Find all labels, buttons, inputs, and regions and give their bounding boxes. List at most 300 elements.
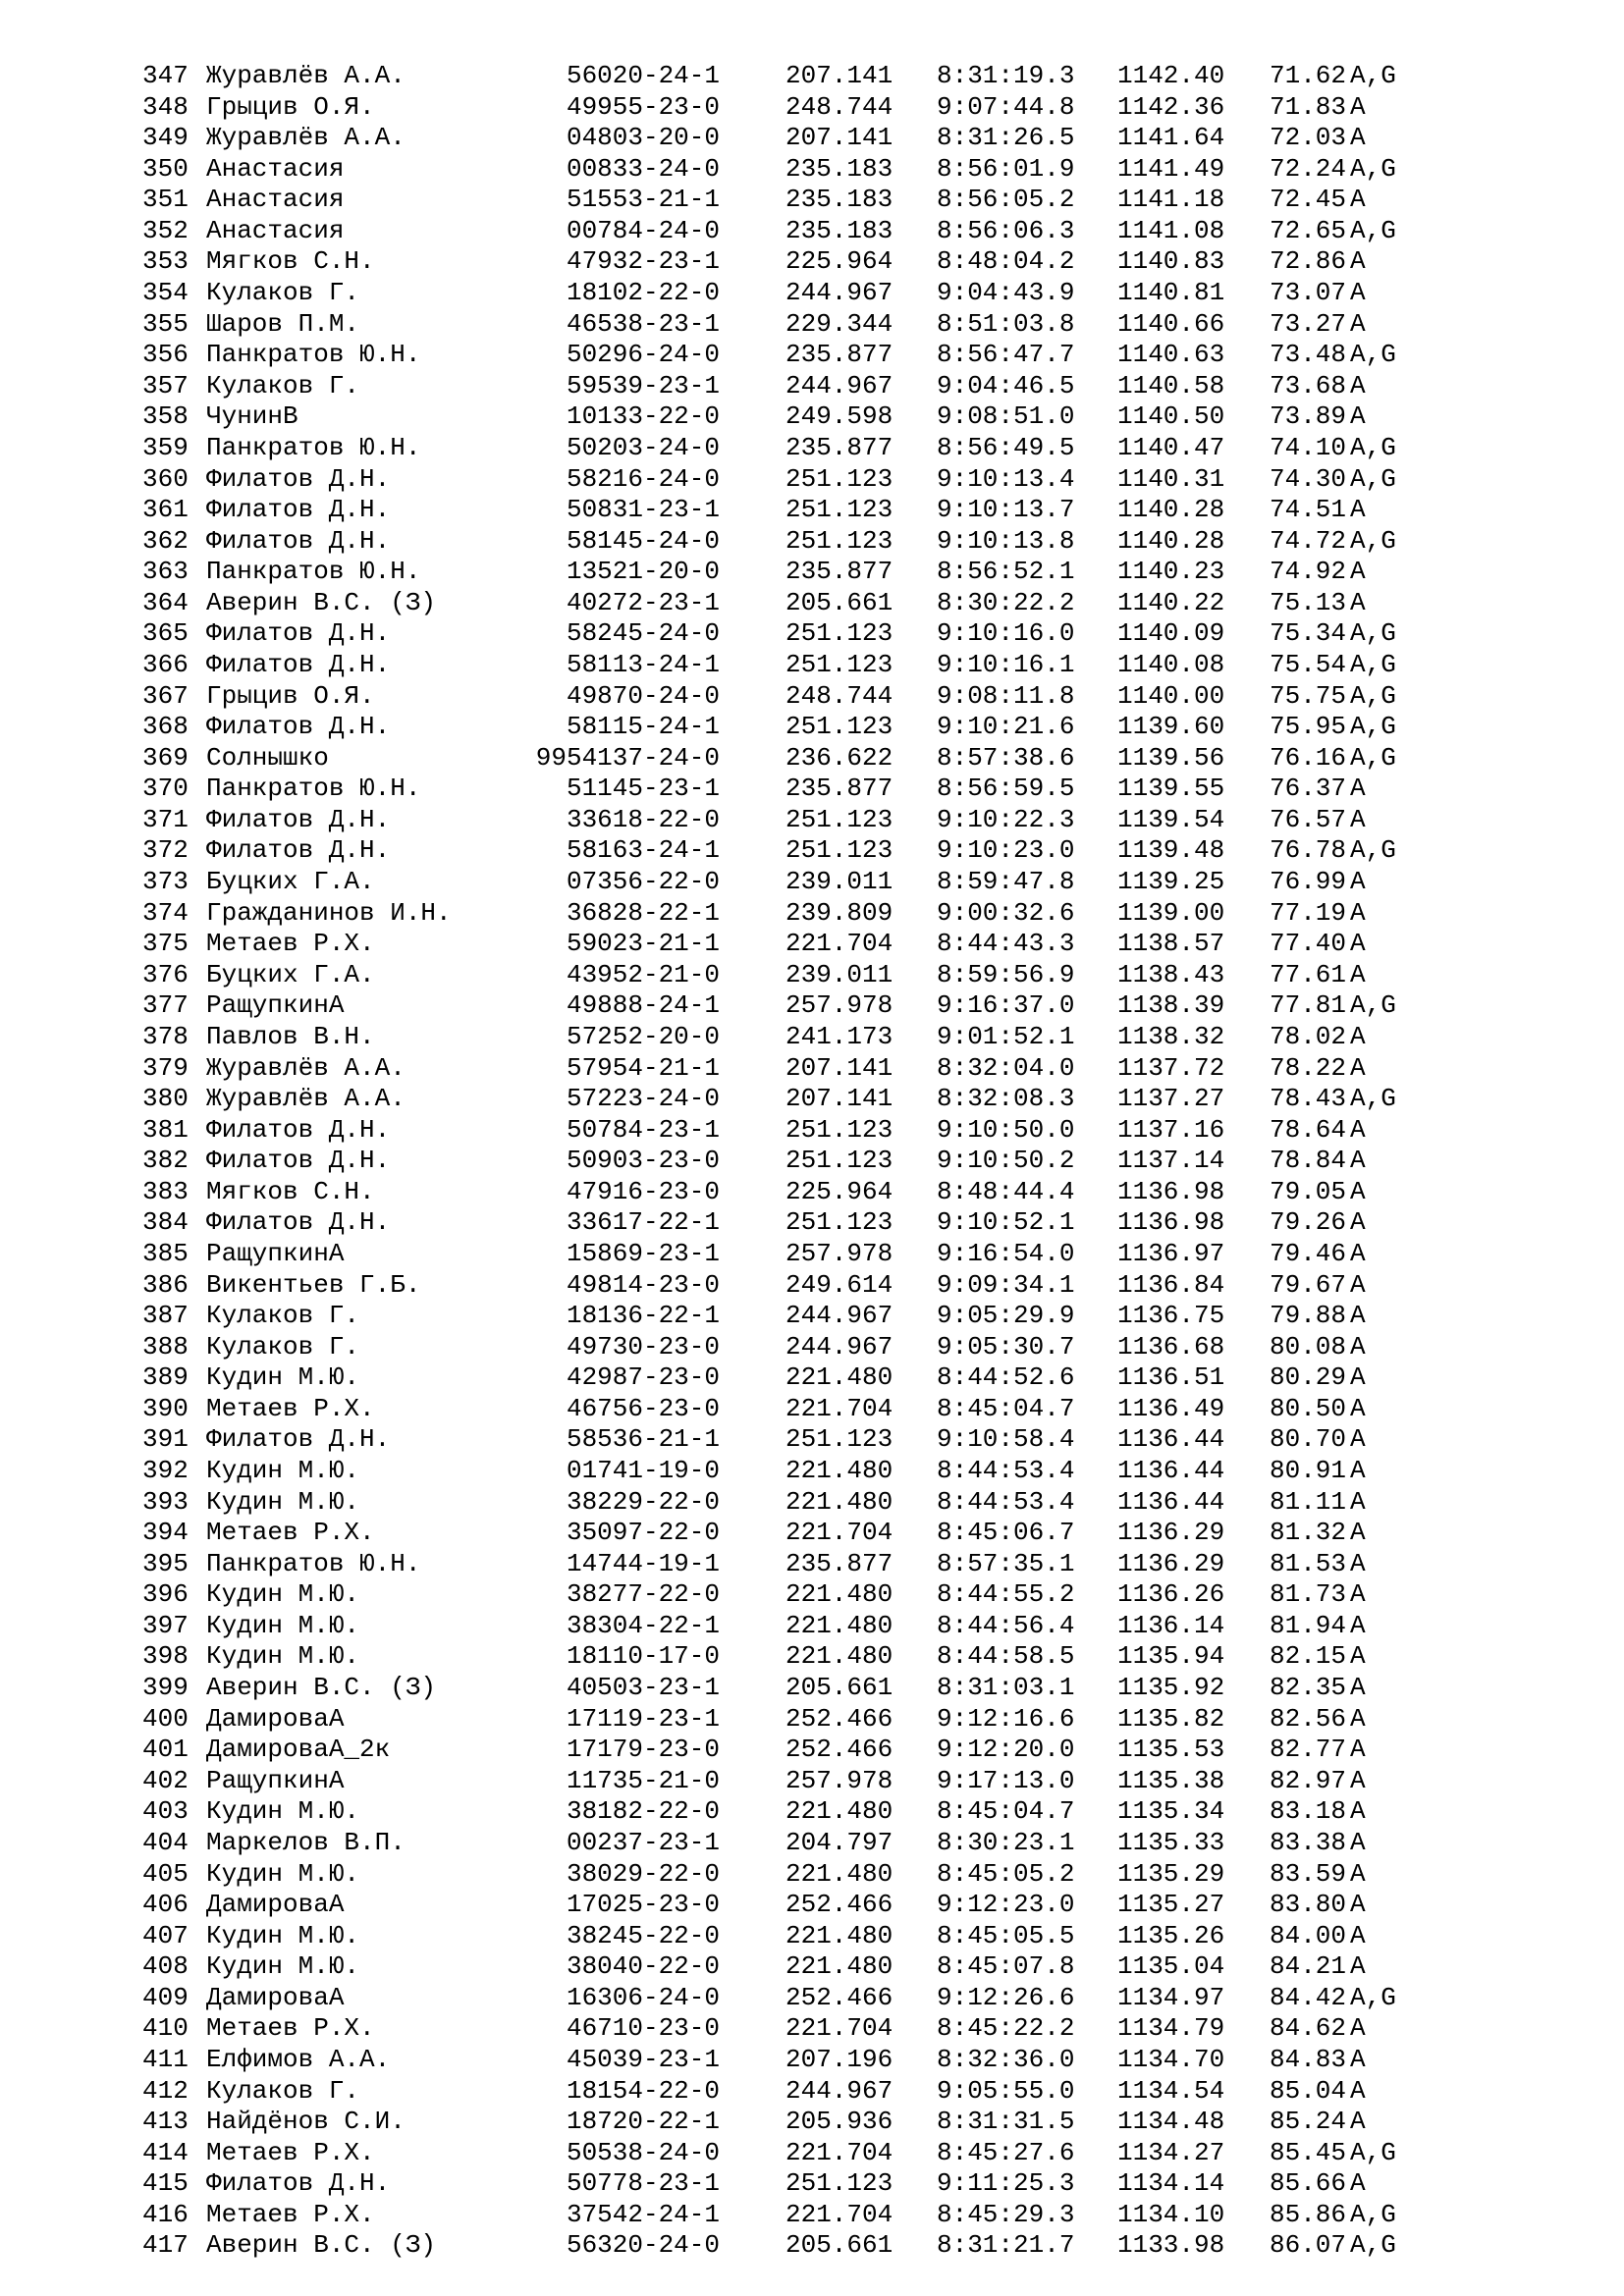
arrival-time-cell: 8:48:04.2 (937, 246, 1075, 277)
table-row (0, 61, 1624, 92)
speed-cell: 1136.44 (1117, 1486, 1225, 1517)
name-cell: Кудин М.Ю. (206, 1610, 360, 1640)
flags-cell: A (1350, 1951, 1366, 1982)
flags-cell: A (1350, 246, 1366, 277)
coefficient-cell: 73.48 (1270, 340, 1347, 370)
distance-cell: 236.622 (785, 742, 893, 773)
ring-number-cell: 9954137-24-0 (535, 742, 720, 773)
distance-cell: 221.480 (785, 1486, 893, 1517)
distance-cell: 244.967 (785, 370, 893, 400)
distance-cell: 251.123 (785, 1207, 893, 1238)
flags-cell: A,G (1350, 61, 1396, 90)
coefficient-cell: 83.38 (1270, 1827, 1347, 1857)
flags-cell: A,G (1350, 712, 1396, 742)
place-cell: 373 (142, 867, 189, 897)
ring-number-cell: 38277-22-0 (566, 1579, 720, 1610)
speed-cell: 1140.83 (1117, 246, 1225, 277)
coefficient-cell: 79.46 (1270, 1238, 1347, 1268)
coefficient-cell: 73.07 (1270, 278, 1347, 308)
name-cell: ДамироваА (206, 1890, 345, 1920)
arrival-time-cell: 8:45:29.3 (937, 2199, 1075, 2229)
arrival-time-cell: 8:31:21.7 (937, 2230, 1075, 2261)
speed-cell: 1136.84 (1117, 1269, 1225, 1300)
arrival-time-cell: 9:12:26.6 (937, 1982, 1075, 2012)
name-cell: Филатов Д.Н. (206, 1146, 391, 1176)
speed-cell: 1139.56 (1117, 742, 1225, 773)
table-row (0, 1332, 1624, 1363)
name-cell: Кудин М.Ю. (206, 1920, 360, 1950)
ring-number-cell: 18110-17-0 (566, 1641, 720, 1672)
table-row (0, 990, 1624, 1022)
coefficient-cell: 82.35 (1270, 1673, 1347, 1703)
name-cell: Павлов В.Н. (206, 1021, 375, 1051)
arrival-time-cell: 8:45:04.7 (937, 1796, 1075, 1827)
ring-number-cell: 17025-23-0 (566, 1890, 720, 1920)
table-row (0, 2076, 1624, 2108)
place-cell: 395 (142, 1548, 189, 1578)
place-cell: 397 (142, 1610, 189, 1640)
table-row (0, 1579, 1624, 1611)
arrival-time-cell: 9:11:25.3 (937, 2168, 1075, 2199)
speed-cell: 1134.48 (1117, 2107, 1225, 2137)
table-row (0, 681, 1624, 713)
place-cell: 389 (142, 1362, 189, 1393)
table-row (0, 1890, 1624, 1921)
coefficient-cell: 72.24 (1270, 153, 1347, 184)
arrival-time-cell: 9:12:23.0 (937, 1890, 1075, 1920)
table-row (0, 1362, 1624, 1394)
speed-cell: 1140.22 (1117, 587, 1225, 617)
distance-cell: 239.011 (785, 867, 893, 897)
place-cell: 361 (142, 495, 189, 525)
distance-cell: 251.123 (785, 804, 893, 834)
name-cell: Филатов Д.Н. (206, 463, 391, 494)
arrival-time-cell: 8:56:01.9 (937, 153, 1075, 184)
speed-cell: 1134.70 (1117, 2045, 1225, 2074)
distance-cell: 241.173 (785, 1021, 893, 1051)
flags-cell: A (1350, 308, 1366, 339)
distance-cell: 244.967 (785, 278, 893, 308)
distance-cell: 252.466 (785, 1890, 893, 1920)
coefficient-cell: 73.68 (1270, 370, 1347, 400)
flags-cell: A (1350, 1021, 1366, 1051)
coefficient-cell: 78.02 (1270, 1021, 1347, 1051)
speed-cell: 1136.44 (1117, 1456, 1225, 1486)
ring-number-cell: 00784-24-0 (566, 215, 720, 245)
distance-cell: 252.466 (785, 1703, 893, 1734)
place-cell: 402 (142, 1765, 189, 1795)
distance-cell: 251.123 (785, 712, 893, 742)
speed-cell: 1139.55 (1117, 774, 1225, 804)
table-row (0, 123, 1624, 154)
distance-cell: 221.480 (785, 1858, 893, 1889)
name-cell: Аверин В.С. (З) (206, 1673, 437, 1703)
ring-number-cell: 04803-20-0 (566, 123, 720, 153)
distance-cell: 251.123 (785, 463, 893, 494)
table-row (0, 340, 1624, 371)
distance-cell: 235.183 (785, 153, 893, 184)
arrival-time-cell: 9:09:34.1 (937, 1269, 1075, 1300)
name-cell: Метаев Р.Х. (206, 2199, 375, 2229)
coefficient-cell: 85.86 (1270, 2199, 1347, 2229)
distance-cell: 257.978 (785, 990, 893, 1021)
table-row (0, 2200, 1624, 2231)
ring-number-cell: 58216-24-0 (566, 463, 720, 494)
table-row (0, 1983, 1624, 2014)
flags-cell: A (1350, 1579, 1366, 1610)
place-cell: 414 (142, 2137, 189, 2167)
flags-cell: A (1350, 804, 1366, 834)
ring-number-cell: 16306-24-0 (566, 1982, 720, 2012)
distance-cell: 257.978 (785, 1765, 893, 1795)
place-cell: 371 (142, 804, 189, 834)
coefficient-cell: 79.05 (1270, 1176, 1347, 1206)
place-cell: 386 (142, 1269, 189, 1300)
arrival-time-cell: 8:44:43.3 (937, 929, 1075, 959)
distance-cell: 221.480 (785, 1641, 893, 1672)
name-cell: Филатов Д.Н. (206, 804, 391, 834)
coefficient-cell: 73.89 (1270, 401, 1347, 432)
distance-cell: 235.877 (785, 774, 893, 804)
place-cell: 349 (142, 123, 189, 153)
flags-cell: A,G (1350, 2137, 1396, 2167)
name-cell: Метаев Р.Х. (206, 1518, 375, 1548)
place-cell: 360 (142, 463, 189, 494)
flags-cell: A (1350, 2107, 1366, 2137)
flags-cell: A (1350, 557, 1366, 587)
arrival-time-cell: 9:10:13.8 (937, 525, 1075, 556)
name-cell: Кудин М.Ю. (206, 1858, 360, 1889)
arrival-time-cell: 9:10:22.3 (937, 804, 1075, 834)
coefficient-cell: 86.07 (1270, 2230, 1347, 2261)
place-cell: 351 (142, 185, 189, 215)
coefficient-cell: 76.16 (1270, 742, 1347, 773)
speed-cell: 1142.36 (1117, 91, 1225, 122)
flags-cell: A,G (1350, 680, 1396, 711)
coefficient-cell: 74.30 (1270, 463, 1347, 494)
place-cell: 357 (142, 370, 189, 400)
flags-cell: A (1350, 2168, 1366, 2199)
place-cell: 383 (142, 1176, 189, 1206)
arrival-time-cell: 8:44:58.5 (937, 1641, 1075, 1672)
name-cell: Буцких Г.А. (206, 867, 375, 897)
distance-cell: 235.877 (785, 432, 893, 462)
name-cell: Филатов Д.Н. (206, 495, 391, 525)
ring-number-cell: 38304-22-1 (566, 1610, 720, 1640)
flags-cell: A (1350, 587, 1366, 617)
arrival-time-cell: 8:31:31.5 (937, 2107, 1075, 2137)
flags-cell: A (1350, 1920, 1366, 1950)
coefficient-cell: 80.91 (1270, 1456, 1347, 1486)
place-cell: 400 (142, 1703, 189, 1734)
speed-cell: 1137.27 (1117, 1084, 1225, 1114)
name-cell: Кулаков Г. (206, 2075, 360, 2106)
speed-cell: 1136.29 (1117, 1518, 1225, 1548)
name-cell: Журавлёв А.А. (206, 1052, 406, 1083)
ring-number-cell: 10133-22-0 (566, 401, 720, 432)
speed-cell: 1134.10 (1117, 2199, 1225, 2229)
coefficient-cell: 78.22 (1270, 1052, 1347, 1083)
place-cell: 403 (142, 1796, 189, 1827)
table-row (0, 1146, 1624, 1177)
coefficient-cell: 75.34 (1270, 618, 1347, 649)
distance-cell: 239.011 (785, 959, 893, 989)
table-row (0, 371, 1624, 402)
arrival-time-cell: 9:05:30.7 (937, 1331, 1075, 1362)
speed-cell: 1136.26 (1117, 1579, 1225, 1610)
ring-number-cell: 18720-22-1 (566, 2107, 720, 2137)
name-cell: Метаев Р.Х. (206, 2137, 375, 2167)
place-cell: 354 (142, 278, 189, 308)
place-cell: 352 (142, 215, 189, 245)
speed-cell: 1135.34 (1117, 1796, 1225, 1827)
table-row (0, 960, 1624, 991)
speed-cell: 1135.29 (1117, 1858, 1225, 1889)
name-cell: Журавлёв А.А. (206, 123, 406, 153)
table-row (0, 495, 1624, 526)
coefficient-cell: 78.64 (1270, 1114, 1347, 1145)
arrival-time-cell: 8:30:22.2 (937, 587, 1075, 617)
coefficient-cell: 75.54 (1270, 649, 1347, 679)
coefficient-cell: 78.84 (1270, 1146, 1347, 1176)
arrival-time-cell: 8:31:03.1 (937, 1673, 1075, 1703)
table-row (0, 1053, 1624, 1085)
coefficient-cell: 83.18 (1270, 1796, 1347, 1827)
coefficient-cell: 85.24 (1270, 2107, 1347, 2137)
ring-number-cell: 59539-23-1 (566, 370, 720, 400)
coefficient-cell: 84.83 (1270, 2045, 1347, 2074)
distance-cell: 251.123 (785, 649, 893, 679)
arrival-time-cell: 8:56:49.5 (937, 432, 1075, 462)
ring-number-cell: 56320-24-0 (566, 2230, 720, 2261)
ring-number-cell: 17179-23-0 (566, 1735, 720, 1765)
flags-cell: A (1350, 1114, 1366, 1145)
table-row (0, 2013, 1624, 2045)
place-cell: 417 (142, 2230, 189, 2261)
coefficient-cell: 84.21 (1270, 1951, 1347, 1982)
distance-cell: 239.809 (785, 897, 893, 928)
name-cell: Филатов Д.Н. (206, 835, 391, 866)
distance-cell: 257.978 (785, 1238, 893, 1268)
name-cell: Солнышко (206, 742, 329, 773)
table-row (0, 588, 1624, 619)
coefficient-cell: 84.00 (1270, 1920, 1347, 1950)
name-cell: Шаров П.М. (206, 308, 360, 339)
ring-number-cell: 46710-23-0 (566, 2013, 720, 2044)
speed-cell: 1136.29 (1117, 1548, 1225, 1578)
results-table (0, 61, 1624, 2262)
distance-cell: 207.141 (785, 1052, 893, 1083)
place-cell: 350 (142, 153, 189, 184)
ring-number-cell: 15869-23-1 (566, 1238, 720, 1268)
ring-number-cell: 49814-23-0 (566, 1269, 720, 1300)
table-row (0, 1921, 1624, 1952)
place-cell: 379 (142, 1052, 189, 1083)
place-cell: 362 (142, 525, 189, 556)
ring-number-cell: 47932-23-1 (566, 246, 720, 277)
arrival-time-cell: 8:44:52.6 (937, 1362, 1075, 1393)
speed-cell: 1135.04 (1117, 1951, 1225, 1982)
arrival-time-cell: 9:10:13.7 (937, 495, 1075, 525)
flags-cell: A (1350, 123, 1366, 153)
coefficient-cell: 77.61 (1270, 959, 1347, 989)
name-cell: Гражданинов И.Н. (206, 897, 452, 928)
ring-number-cell: 13521-20-0 (566, 557, 720, 587)
flags-cell: A,G (1350, 340, 1396, 370)
flags-cell: A (1350, 1052, 1366, 1083)
flags-cell: A (1350, 1673, 1366, 1703)
speed-cell: 1136.49 (1117, 1393, 1225, 1423)
arrival-time-cell: 8:57:38.6 (937, 742, 1075, 773)
name-cell: РащупкинА (206, 1238, 345, 1268)
arrival-time-cell: 9:10:52.1 (937, 1207, 1075, 1238)
ring-number-cell: 35097-22-0 (566, 1518, 720, 1548)
distance-cell: 205.936 (785, 2107, 893, 2137)
table-row (0, 557, 1624, 588)
speed-cell: 1138.39 (1117, 990, 1225, 1021)
ring-number-cell: 51145-23-1 (566, 774, 720, 804)
coefficient-cell: 79.26 (1270, 1207, 1347, 1238)
distance-cell: 221.480 (785, 1456, 893, 1486)
arrival-time-cell: 8:45:05.2 (937, 1858, 1075, 1889)
arrival-time-cell: 8:45:07.8 (937, 1951, 1075, 1982)
flags-cell: A (1350, 2045, 1366, 2074)
distance-cell: 251.123 (785, 1114, 893, 1145)
name-cell: Филатов Д.Н. (206, 1424, 391, 1455)
place-cell: 376 (142, 959, 189, 989)
flags-cell: A,G (1350, 2199, 1396, 2229)
place-cell: 385 (142, 1238, 189, 1268)
arrival-time-cell: 8:56:52.1 (937, 557, 1075, 587)
arrival-time-cell: 9:10:50.0 (937, 1114, 1075, 1145)
flags-cell: A,G (1350, 525, 1396, 556)
table-row (0, 1394, 1624, 1425)
distance-cell: 221.704 (785, 2199, 893, 2229)
place-cell: 387 (142, 1301, 189, 1331)
place-cell: 365 (142, 618, 189, 649)
table-row (0, 1796, 1624, 1828)
place-cell: 404 (142, 1827, 189, 1857)
flags-cell: A (1350, 897, 1366, 928)
place-cell: 356 (142, 340, 189, 370)
arrival-time-cell: 8:45:22.2 (937, 2013, 1075, 2044)
arrival-time-cell: 8:44:53.4 (937, 1456, 1075, 1486)
table-row (0, 1115, 1624, 1147)
ring-number-cell: 57252-20-0 (566, 1021, 720, 1051)
table-row (0, 2168, 1624, 2200)
flags-cell: A,G (1350, 618, 1396, 649)
flags-cell: A (1350, 1518, 1366, 1548)
place-cell: 406 (142, 1890, 189, 1920)
place-cell: 405 (142, 1858, 189, 1889)
speed-cell: 1136.14 (1117, 1610, 1225, 1640)
name-cell: Елфимов А.А. (206, 2045, 391, 2074)
table-row (0, 743, 1624, 774)
place-cell: 382 (142, 1146, 189, 1176)
distance-cell: 235.877 (785, 340, 893, 370)
ring-number-cell: 58245-24-0 (566, 618, 720, 649)
distance-cell: 249.598 (785, 401, 893, 432)
coefficient-cell: 82.97 (1270, 1765, 1347, 1795)
coefficient-cell: 85.45 (1270, 2137, 1347, 2167)
coefficient-cell: 72.86 (1270, 246, 1347, 277)
speed-cell: 1141.49 (1117, 153, 1225, 184)
ring-number-cell: 50538-24-0 (566, 2137, 720, 2167)
arrival-time-cell: 8:44:56.4 (937, 1610, 1075, 1640)
ring-number-cell: 40272-23-1 (566, 587, 720, 617)
coefficient-cell: 77.19 (1270, 897, 1347, 928)
name-cell: Аверин В.С. (З) (206, 2230, 437, 2261)
place-cell: 368 (142, 712, 189, 742)
distance-cell: 229.344 (785, 308, 893, 339)
ring-number-cell: 50903-23-0 (566, 1146, 720, 1176)
flags-cell: A,G (1350, 215, 1396, 245)
flags-cell: A (1350, 1610, 1366, 1640)
distance-cell: 252.466 (785, 1735, 893, 1765)
place-cell: 372 (142, 835, 189, 866)
ring-number-cell: 50831-23-1 (566, 495, 720, 525)
name-cell: Кудин М.Ю. (206, 1796, 360, 1827)
table-row (0, 1704, 1624, 1735)
name-cell: Найдёнов С.И. (206, 2107, 406, 2137)
distance-cell: 221.480 (785, 1579, 893, 1610)
arrival-time-cell: 9:10:21.6 (937, 712, 1075, 742)
table-row (0, 835, 1624, 867)
flags-cell: A (1350, 1765, 1366, 1795)
arrival-time-cell: 9:10:23.0 (937, 835, 1075, 866)
name-cell: Панкратов Ю.Н. (206, 774, 421, 804)
coefficient-cell: 72.65 (1270, 215, 1347, 245)
name-cell: Кудин М.Ю. (206, 1641, 360, 1672)
distance-cell: 225.964 (785, 246, 893, 277)
ring-number-cell: 38040-22-0 (566, 1951, 720, 1982)
ring-number-cell: 38229-22-0 (566, 1486, 720, 1517)
speed-cell: 1140.00 (1117, 680, 1225, 711)
flags-cell: A (1350, 185, 1366, 215)
arrival-time-cell: 8:31:19.3 (937, 61, 1075, 90)
place-cell: 370 (142, 774, 189, 804)
flags-cell: A (1350, 1890, 1366, 1920)
name-cell: Филатов Д.Н. (206, 618, 391, 649)
table-row (0, 433, 1624, 464)
arrival-time-cell: 8:59:47.8 (937, 867, 1075, 897)
flags-cell: A (1350, 1269, 1366, 1300)
flags-cell: A (1350, 1393, 1366, 1423)
speed-cell: 1136.98 (1117, 1176, 1225, 1206)
distance-cell: 251.123 (785, 1146, 893, 1176)
flags-cell: A (1350, 959, 1366, 989)
place-cell: 394 (142, 1518, 189, 1548)
table-row (0, 1270, 1624, 1302)
name-cell: Анастасия (206, 153, 345, 184)
flags-cell: A,G (1350, 742, 1396, 773)
flags-cell: A (1350, 2013, 1366, 2044)
ring-number-cell: 38245-22-0 (566, 1920, 720, 1950)
table-row (0, 1177, 1624, 1208)
table-row (0, 1518, 1624, 1549)
coefficient-cell: 79.88 (1270, 1301, 1347, 1331)
name-cell: Кулаков Г. (206, 1301, 360, 1331)
name-cell: Викентьев Г.Б. (206, 1269, 421, 1300)
speed-cell: 1135.26 (1117, 1920, 1225, 1950)
distance-cell: 244.967 (785, 1301, 893, 1331)
table-row (0, 1239, 1624, 1270)
flags-cell: A,G (1350, 990, 1396, 1021)
speed-cell: 1140.28 (1117, 525, 1225, 556)
coefficient-cell: 77.40 (1270, 929, 1347, 959)
table-row (0, 1766, 1624, 1797)
ring-number-cell: 18154-22-0 (566, 2075, 720, 2106)
